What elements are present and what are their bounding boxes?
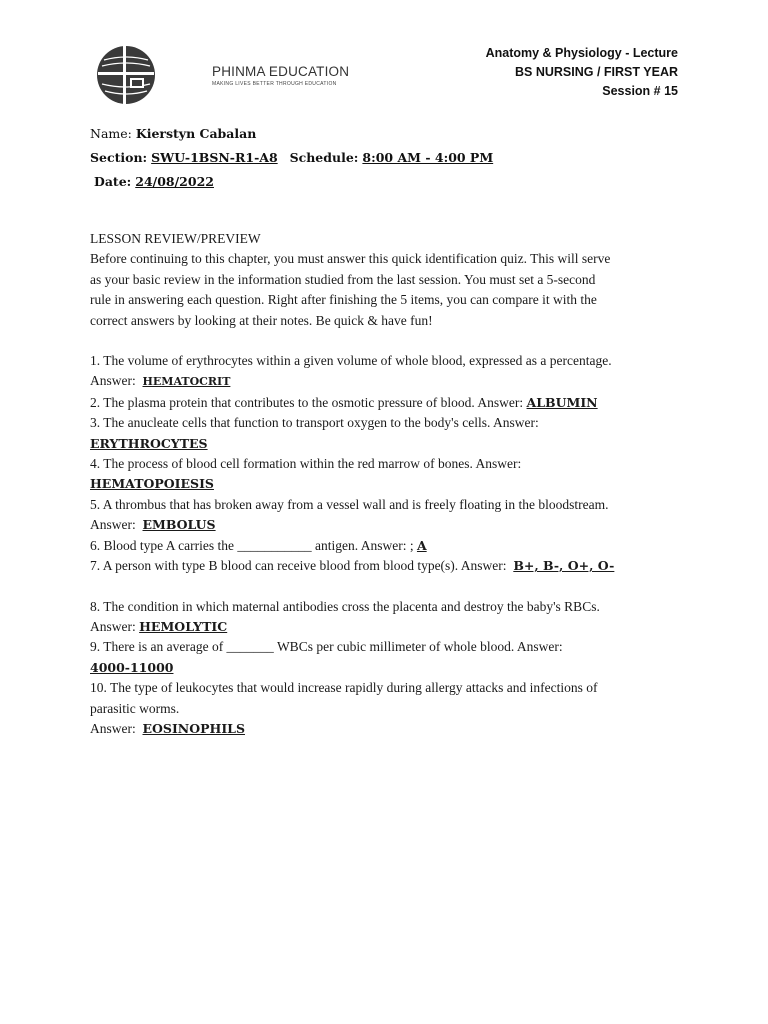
question-1: 1. The volume of erythrocytes within a given volume of whole blood, expressed as a percentage. bbox=[90, 353, 612, 369]
quiz-body bbox=[90, 229, 690, 739]
date-row bbox=[90, 170, 493, 194]
question-7 bbox=[90, 556, 690, 576]
question-8: 8. The condition in which maternal antibodies cross the placenta and destroy the baby's RBCs. bbox=[90, 598, 600, 614]
answer-6: A bbox=[416, 537, 427, 553]
date-value: 24/08/2022 bbox=[135, 174, 214, 189]
answer-10: EOSINOPHILS bbox=[142, 720, 245, 736]
answer-2: ALBUMIN bbox=[526, 394, 598, 410]
answer-8: HEMOLYTIC bbox=[139, 618, 228, 634]
answer-9: 4000-11000 bbox=[90, 659, 174, 675]
spacer bbox=[90, 331, 690, 351]
question-4-answer-row bbox=[90, 474, 690, 494]
question-10-continued: parasitic worms. bbox=[90, 700, 180, 716]
answer-1: HEMATOCRIT bbox=[142, 375, 231, 389]
answer-label: Answer: bbox=[90, 373, 136, 389]
date-label: Date: bbox=[93, 174, 132, 189]
course-title: Anatomy & Physiology - Lecture bbox=[485, 46, 678, 60]
question-7-text: 7. A person with type B blood can receive blood from blood type(s). Answer: bbox=[90, 558, 507, 574]
question-1-answer-row bbox=[90, 371, 690, 392]
question-3-answer-row bbox=[90, 434, 690, 454]
question-5-answer-row bbox=[90, 515, 690, 535]
question-3: 3. The anucleate cells that function to transport oxygen to the body's cells. Answer: bbox=[90, 415, 539, 431]
answer-4: HEMATOPOIESIS bbox=[90, 476, 214, 492]
session-number: Session # 15 bbox=[602, 84, 678, 98]
logo-name: PHINMA EDUCATION bbox=[212, 64, 350, 79]
question-2-text: 2. The plasma protein that contributes to the osmotic pressure of blood. Answer: bbox=[90, 394, 524, 410]
question-2 bbox=[90, 393, 690, 413]
intro-line-2: as your basic review in the information studied from the last session. You must set a 5-second bbox=[90, 271, 596, 287]
course-header bbox=[486, 44, 678, 101]
intro-line-3: rule in answering each question. Right after finishing the 5 items, you can compare it with the bbox=[90, 292, 597, 308]
section-row bbox=[90, 146, 493, 170]
spacer bbox=[90, 577, 690, 597]
student-name: Kierstyn Cabalan bbox=[135, 126, 257, 141]
question-10: 10. The type of leukocytes that would increase rapidly during allergy attacks and infections of bbox=[90, 680, 598, 696]
intro-line-4: correct answers by looking at their notes. Be quick & have fun! bbox=[90, 312, 433, 328]
section-heading: LESSON REVIEW/PREVIEW bbox=[90, 231, 261, 246]
schedule-label: Schedule: bbox=[289, 150, 359, 165]
question-5: 5. A thrombus that has broken away from a vessel wall and is freely floating in the bloodstream. bbox=[90, 496, 609, 512]
question-4: 4. The process of blood cell formation within the red marrow of bones. Answer: bbox=[90, 456, 522, 472]
answer-7: B+, B-, O+, O- bbox=[513, 558, 615, 574]
question-9: 9. There is an average of _______ WBCs per cubic millimeter of whole blood. Answer: bbox=[90, 639, 563, 655]
name-label: Name: bbox=[90, 126, 132, 141]
phinma-logo bbox=[96, 44, 350, 106]
answer-label: Answer: bbox=[90, 517, 136, 533]
student-info bbox=[90, 122, 493, 194]
question-8-answer-row bbox=[90, 617, 690, 637]
answer-5: EMBOLUS bbox=[142, 517, 216, 533]
phinma-logo-icon bbox=[96, 44, 156, 106]
question-9-answer-row bbox=[90, 658, 690, 678]
schedule-value: 8:00 AM - 4:00 PM bbox=[362, 150, 494, 165]
answer-label: Answer: bbox=[90, 618, 136, 634]
section-label: Section: bbox=[90, 150, 148, 165]
answer-3: ERYTHROCYTES bbox=[90, 435, 208, 451]
answer-label: Answer: bbox=[90, 720, 136, 736]
program-title: BS NURSING / FIRST YEAR bbox=[515, 65, 678, 79]
logo-tagline: MAKING LIVES BETTER THROUGH EDUCATION bbox=[212, 81, 337, 87]
name-row bbox=[90, 122, 493, 146]
question-6 bbox=[90, 536, 690, 556]
question-10-answer-row bbox=[90, 719, 690, 739]
intro-line-1: Before continuing to this chapter, you must answer this quick identification quiz. This will serve bbox=[90, 251, 611, 267]
section-value: SWU-1BSN-R1-A8 bbox=[151, 150, 278, 165]
question-6-text: 6. Blood type A carries the ___________ antigen. Answer: ; bbox=[90, 537, 414, 553]
